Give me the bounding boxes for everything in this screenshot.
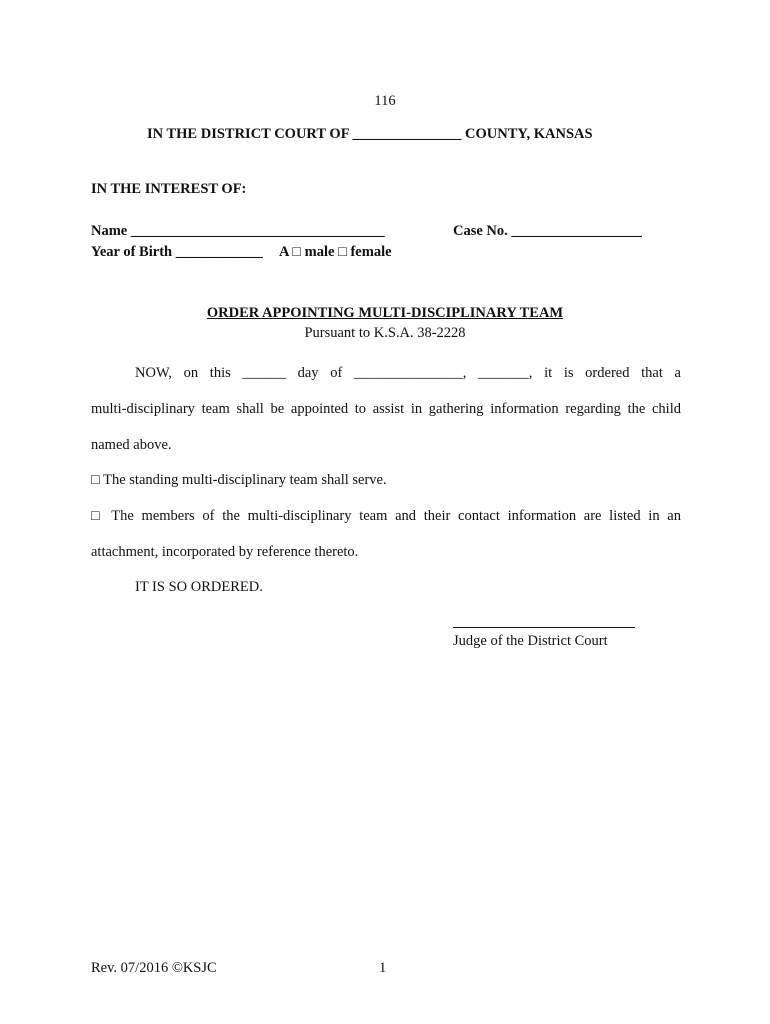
members-option-line-1: □ The members of the multi-disciplinary team and their contact information are listed in an [91, 508, 681, 524]
body-line-2: multi-disciplinary team shall be appointed to assist in gathering information regarding the child [91, 401, 681, 417]
revision-footer: Rev. 07/2016 ©KSJC [91, 960, 217, 976]
members-option-line-2: attachment, incorporated by reference thereto. [91, 544, 359, 560]
signature-line [453, 627, 635, 628]
page-number: 1 [379, 960, 387, 976]
court-heading: IN THE DISTRICT COURT OF _______________ COUNTY, KANSAS [147, 126, 593, 142]
name-field: Name ___________________________________ [91, 223, 385, 239]
body-line-1: NOW, on this ______ day of _______________, _______, it is ordered that a [135, 365, 681, 381]
body-line-3: named above. [91, 437, 172, 453]
order-title: ORDER APPOINTING MULTI-DISCIPLINARY TEAM [206, 305, 564, 321]
case-number-field: Case No. __________________ [453, 223, 642, 239]
interest-label: IN THE INTEREST OF: [91, 181, 247, 197]
signature-label: Judge of the District Court [453, 633, 608, 649]
year-of-birth-field: Year of Birth ____________ [91, 244, 263, 260]
sex-checkboxes: A □ male □ female [279, 244, 392, 260]
standing-team-option: □ The standing multi-disciplinary team shall serve. [91, 472, 387, 488]
statute-reference: Pursuant to K.S.A. 38-2228 [304, 325, 466, 341]
so-ordered: IT IS SO ORDERED. [135, 579, 263, 595]
form-number: 116 [374, 93, 396, 109]
